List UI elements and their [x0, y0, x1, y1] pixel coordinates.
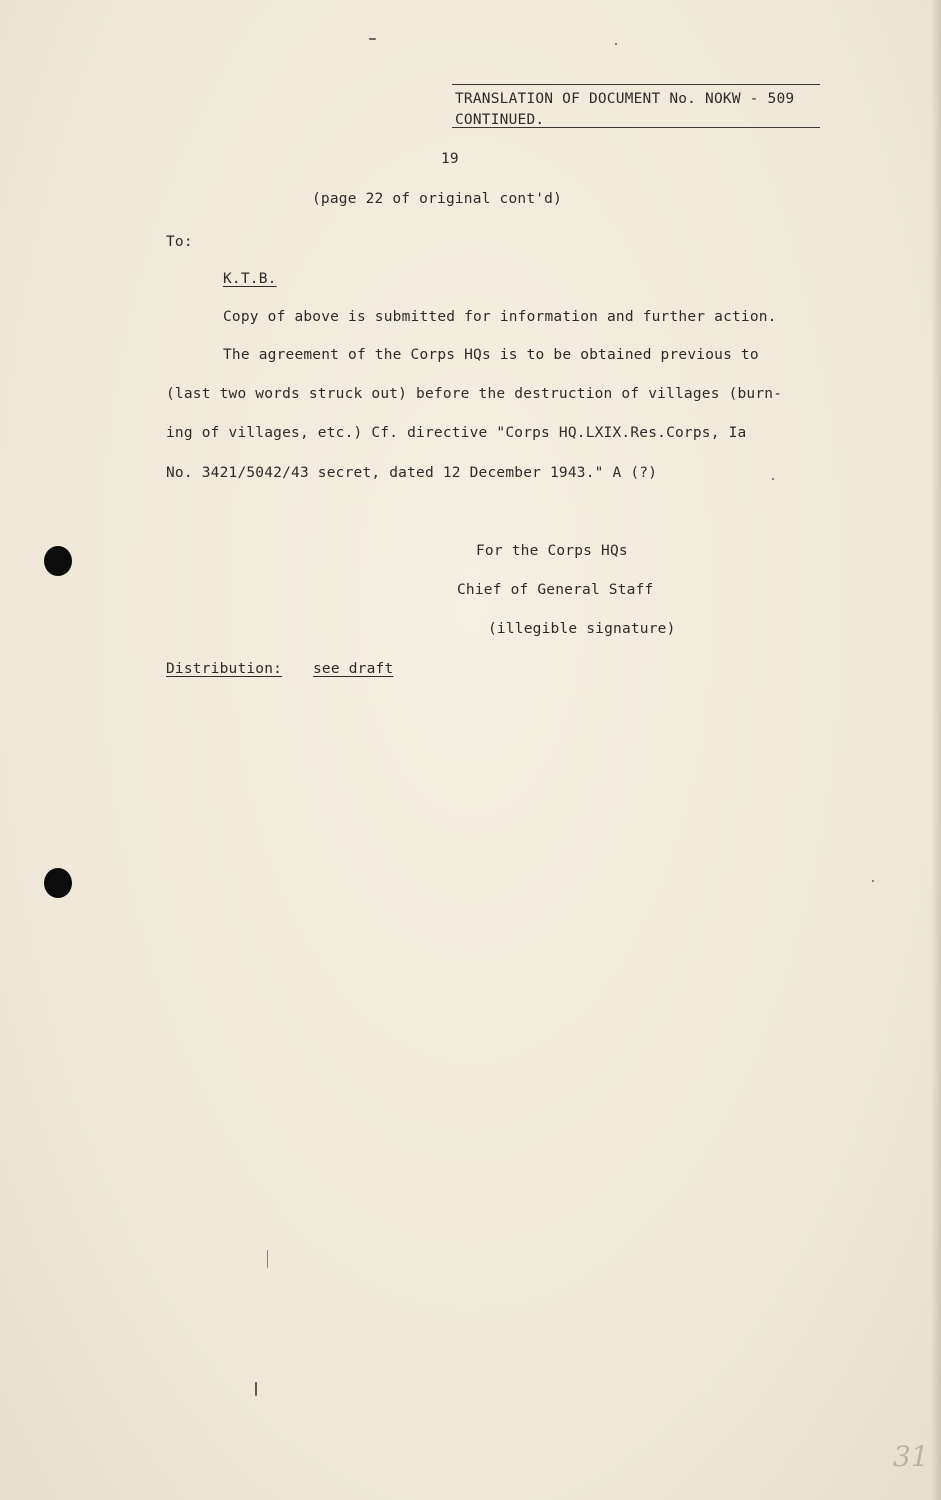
speck	[772, 478, 774, 480]
header-title: TRANSLATION OF DOCUMENT No. NOKW - 509	[455, 91, 795, 107]
signature-line: (illegible signature)	[488, 621, 676, 637]
body-line: No. 3421/5042/43 secret, dated 12 December 1943." A (?)	[166, 465, 658, 481]
signature-line: Chief of General Staff	[457, 582, 654, 598]
speck	[615, 43, 617, 45]
distribution-value: see draft	[313, 661, 394, 677]
body-line: (last two words struck out) before the destruction of villages (burn-	[166, 386, 783, 402]
recipient: K.T.B.	[223, 271, 277, 287]
speck	[255, 1382, 257, 1396]
distribution-label: Distribution:	[166, 661, 283, 677]
body-line: The agreement of the Corps HQs is to be obtained previous to	[223, 347, 759, 363]
page-edge-shadow	[931, 0, 941, 1500]
margin-pencil-note: 31	[893, 1440, 929, 1473]
header-rule-bottom	[452, 127, 820, 128]
punch-hole	[44, 546, 72, 576]
body-line: Copy of above is submitted for information and further action.	[223, 309, 777, 325]
page-reference: (page 22 of original cont'd)	[312, 191, 563, 207]
body-line: ing of villages, etc.) Cf. directive "Corps HQ.LXIX.Res.Corps, Ia	[166, 425, 747, 441]
header-continued: CONTINUED.	[455, 112, 545, 128]
to-label: To:	[166, 234, 193, 250]
punch-hole	[44, 868, 72, 898]
speck	[369, 38, 376, 40]
header-rule-top	[452, 84, 820, 85]
page-number: 19	[441, 151, 459, 167]
speck	[267, 1250, 268, 1268]
speck	[872, 880, 874, 882]
signature-line: For the Corps HQs	[476, 543, 628, 559]
